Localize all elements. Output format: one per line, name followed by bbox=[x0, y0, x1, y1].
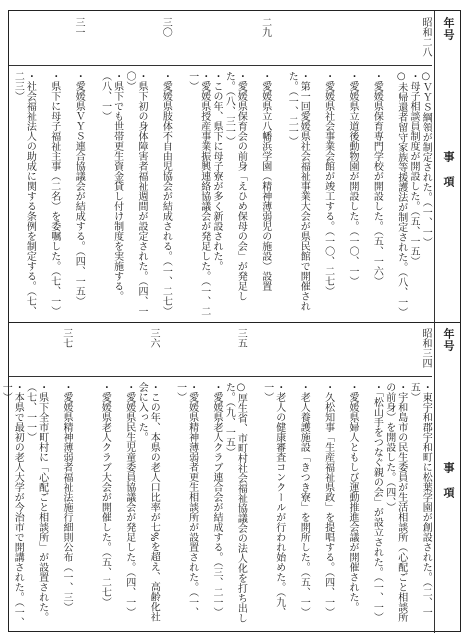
event-entry: ・愛媛県社会事業会館が竣工する。（一〇、二七） bbox=[322, 71, 334, 296]
event-entry: ・本県で最初の老人大学が今治市で開講された。（一、一） bbox=[0, 382, 24, 627]
event-entry: ・愛媛県保育会の前身「えひめ保母の会」が発足した。（八、三一） bbox=[223, 71, 247, 301]
year-label: 三七 bbox=[60, 328, 72, 348]
year-label: 昭和二八 bbox=[420, 17, 431, 57]
chronology-table bbox=[0, 10, 461, 632]
event-entry: ・久松知事「生産福祉県政」を提唱する。（四、一） bbox=[322, 382, 334, 617]
year-label: 三五 bbox=[235, 328, 247, 348]
event-entry: ・社会福祉法人の助成に関する条例を制定する。（七、二三） bbox=[12, 71, 36, 316]
year-label: 三六 bbox=[148, 328, 159, 348]
event-entry: ・愛媛県婦人ともしび運動推進会議が開催された。 bbox=[346, 382, 358, 612]
event-entry: ○未帰還者留守家族等援護法が制定された。（八、一） bbox=[395, 71, 407, 317]
event-entry: ・母子相談員制度が開設した。（五、一五） bbox=[407, 71, 419, 266]
event-entry: ○ＶＹＳ綱領が制定された。（一、一） bbox=[420, 71, 432, 247]
year-label: 昭和三四 bbox=[420, 328, 431, 368]
event-entry: ・愛媛県立道後動物園が開設した。（一〇、一） bbox=[346, 71, 358, 286]
event-entry: ・愛媛県ＶＹＳ連合協議会が結成する。（四、一五） bbox=[73, 71, 85, 306]
event-entry: ・県下全市町村に「心配ごと相談所」が設置された。（七、一一） bbox=[24, 382, 48, 622]
event-entry: ・愛媛県肢体不自由児協会が結成される。（一、二七） bbox=[160, 71, 172, 316]
event-entry: ○厚生省、市町村社会福祉協議会の法人化を打ち出した。（九、一五） bbox=[223, 382, 247, 623]
bottom-section bbox=[0, 322, 460, 633]
event-entry: ・愛媛県民生児童委員協議会が発足した。（四、一） bbox=[123, 382, 135, 617]
event-entry: ・第一回愛媛県社会福祉事業大会が県民館で開催された。（一、二一） bbox=[286, 71, 310, 311]
year-header: 年号 bbox=[442, 328, 455, 352]
event-entry: ・県下初の身体障害者福祉週間が設定された。（四、一〇） bbox=[123, 71, 147, 316]
year-label: 三〇 bbox=[160, 17, 172, 37]
event-entry: ・この年、本県の老人口比率が七%を超え、高齢化社会に入った。 bbox=[136, 382, 160, 622]
event-entry: ・愛媛県精神薄弱者福祉法施行細則公布（一、三） bbox=[60, 382, 72, 612]
event-entry: ・愛媛県老人クラブ大会が開催した。（五、二七） bbox=[99, 382, 111, 607]
event-entry: ・「松山手をつなぐ親の会」が設立された。（一、一） bbox=[371, 382, 383, 622]
year-row-divider bbox=[9, 65, 432, 66]
year-header: 年号 bbox=[442, 17, 455, 41]
event-entry: ・老人の健康審査コンクールが行われ始めた。（九、一） bbox=[261, 382, 285, 617]
event-entry: ・愛媛県老人クラブ連合会が結成する。（三、二一） bbox=[210, 382, 222, 617]
year-label: 二九 bbox=[259, 17, 271, 37]
event-entry: ・愛媛県授産事業振興連絡協議会が発足した。（一、二一） bbox=[186, 71, 210, 316]
event-header: 事項 bbox=[442, 462, 455, 512]
header-column-divider bbox=[434, 322, 435, 633]
event-entry: ・県下でも世帯更生資金貸し付け制度を実施する。（八、一） bbox=[99, 71, 123, 301]
year-row-divider bbox=[9, 376, 432, 377]
top-section bbox=[9, 11, 460, 322]
event-entry: ・この年、県下に母子寮が多く新設された。 bbox=[210, 71, 222, 271]
event-entry: ・東宇和郡宇和町に松葉学園が創設された。（二、一五） bbox=[408, 382, 432, 617]
event-entry: ・宇和島市の民生委員が生活相談所（心配ごと相談所の前身）を開設した。（四、） bbox=[383, 382, 407, 622]
header-column-divider bbox=[434, 11, 435, 322]
event-entry: ・愛媛県精神薄弱者更生相談所が設置された。（一、一） bbox=[174, 382, 198, 617]
year-label: 三一 bbox=[73, 17, 84, 37]
event-header: 事項 bbox=[442, 151, 455, 201]
event-entry: ・老人養護施設「きつき寮」を開所した。（五、一） bbox=[298, 382, 310, 617]
event-entry: ・愛媛県保育専門学校が開設した。（五、一六） bbox=[371, 71, 383, 286]
event-entry: ・愛媛県立八幡浜学園（精神薄弱児の施設）設置 bbox=[259, 71, 271, 291]
event-entry: ・県下に母子福祉主事（二名）を委嘱した。（七、一） bbox=[48, 71, 60, 316]
